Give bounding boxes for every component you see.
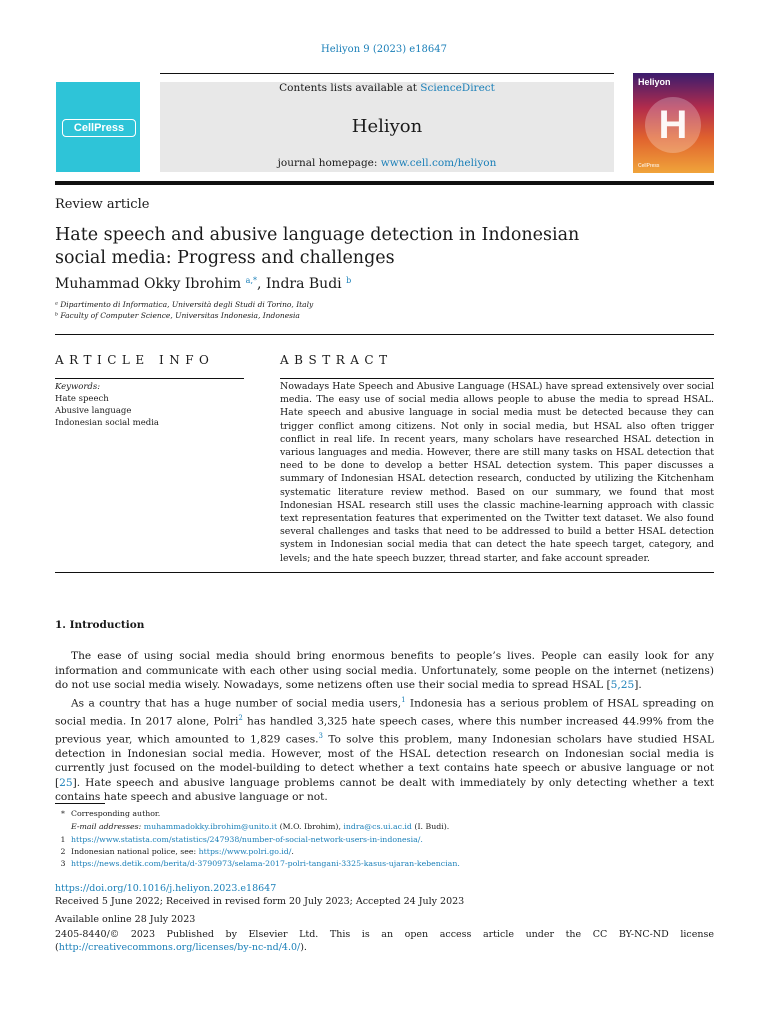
affiliation-a: ᵃ Dipartimento di Informatica, Università degli Studi di Torino, Italy <box>55 300 314 309</box>
paragraph-text: The ease of using social media should bring enormous benefits to people’s lives. People can easily look for any information and communicate with each other using social media. Unfortunately, some people on the internet (netizens) do not use social media wisely. Nowadays, some netizens often use their social media to spread HSAL [ <box>55 650 714 691</box>
footnote-text: Corresponding author. <box>71 809 161 818</box>
affiliation-rule <box>55 334 714 335</box>
homepage-line <box>160 157 614 169</box>
contents-line <box>160 82 614 94</box>
history-dates: Received 5 June 2022; Received in revised form 20 July 2023; Accepted 24 July 2023 <box>55 896 465 907</box>
section-title: 1. Introduction <box>55 619 145 631</box>
author-separator: , <box>256 276 266 292</box>
header-rule <box>160 73 614 74</box>
author-2[interactable]: Indra Budi <box>265 276 342 292</box>
online-date: Available online 28 July 2023 <box>55 914 196 925</box>
cellpress-logo: CellPress <box>62 119 136 137</box>
paragraph-text: has handled 3,325 hate speech cases, where this number increased 44.99% from the previous year, which amounted to 1,829 cases. <box>55 715 714 746</box>
paragraph-text: ]. Hate speech and abusive language problems cannot be dealt with immediately by only detecting whether a text contains hate speech and abusive language or not. <box>55 776 714 804</box>
keyword-item: Hate speech <box>55 394 109 404</box>
article-info-heading: ARTICLE INFO <box>55 353 215 367</box>
paragraph-text: To solve this problem, many Indonesian scholars have studied HSAL detection in Indonesian social media. However, most of the HSAL detection research on Indonesian social media is currently just focused on the model-building to detect whether a text contains hate speech or abusive language or not [ <box>55 733 714 789</box>
cover-publisher: CellPress <box>638 163 660 169</box>
header-thick-rule <box>55 181 714 185</box>
paragraph <box>55 649 714 693</box>
footnote-link[interactable]: https://www.statista.com/statistics/247938/number-of-social-network-users-in-indonesia/. <box>71 835 423 844</box>
cover-title: Heliyon <box>638 77 671 87</box>
affiliation-b: ᵇ Faculty of Computer Science, Universitas Indonesia, Indonesia <box>55 311 300 320</box>
homepage-link[interactable]: www.cell.com/heliyon <box>380 157 497 169</box>
footnote-ref[interactable]: 3 <box>318 731 323 740</box>
footnote-text: . <box>291 847 294 856</box>
journal-name: Heliyon <box>351 116 423 137</box>
license-statement <box>55 928 714 954</box>
license-text: ). <box>300 942 307 953</box>
publisher-logo-box[interactable] <box>56 82 140 172</box>
footnote-text: (M.O. Ibrohim), <box>277 822 344 831</box>
email-link[interactable]: indra@cs.ui.ac.id <box>343 822 412 831</box>
footnote-text: (I. Budi). <box>411 822 450 831</box>
abstract-heading: ABSTRACT <box>280 353 393 367</box>
info-rule <box>55 378 244 379</box>
footnote-link[interactable]: https://news.detik.com/berita/d-3790973/selama-2017-polri-tangani-3325-kasus-ujaran-kebencian. <box>71 859 460 868</box>
footnote-1 <box>55 834 714 845</box>
journal-cover-image[interactable] <box>633 73 714 173</box>
article-title: Hate speech and abusive language detection in Indonesian social media: Progress and challenges <box>55 225 580 268</box>
paragraph-text: ]. <box>634 679 642 691</box>
email-link[interactable]: muhammadokky.ibrohim@unito.it <box>143 822 278 831</box>
footnote-text: Indonesian national police, see: <box>71 847 199 856</box>
abstract-end-rule <box>55 572 714 573</box>
footnote-mark: * <box>61 809 65 818</box>
footnote-ref[interactable]: 2 <box>238 713 243 722</box>
body-text <box>55 649 714 805</box>
citation-link[interactable]: 5,25 <box>610 679 635 691</box>
cover-h-logo: H <box>645 97 701 153</box>
keywords-block <box>55 381 159 429</box>
license-text: 2405-8440/© 2023 Published by Elsevier Ltd. This is an open access article under the CC BY-NC-ND license ( <box>55 929 714 953</box>
doi-link[interactable]: https://doi.org/10.1016/j.heliyon.2023.e18647 <box>55 883 277 894</box>
author-1[interactable]: Muhammad Okky Ibrohim <box>55 276 242 292</box>
paragraph-text: As a country that has a huge number of social media users, <box>71 697 402 710</box>
article-type: Review article <box>55 197 150 212</box>
footnote-mark: 1 <box>60 835 66 844</box>
paragraph-text: Indonesia has a serious problem of HSAL spreading on social media. In 2017 alone, Polri <box>55 697 714 728</box>
footnote-emails <box>71 821 730 832</box>
abstract-rule <box>280 378 714 379</box>
footnote-ref[interactable]: 1 <box>401 695 406 704</box>
footnote-3 <box>55 858 714 869</box>
author-list <box>55 276 351 292</box>
footnote-corresponding <box>55 808 714 819</box>
author-1-affiliation-mark[interactable]: a,* <box>245 276 257 285</box>
footnote-rule <box>55 803 105 804</box>
email-label: E-mail addresses: <box>71 822 144 831</box>
keywords-label: Keywords: <box>55 382 101 392</box>
license-link[interactable]: http://creativecommons.org/licenses/by-nc-nd/4.0/ <box>58 942 301 953</box>
footnote-mark: 2 <box>60 847 66 856</box>
keyword-item: Indonesian social media <box>55 418 159 428</box>
abstract-text: Nowadays Hate Speech and Abusive Language (HSAL) have spread extensively over social media. The easy use of social media allows people to abuse the media to spread HSAL. Hate speech and abusive language in social media must be detected because they can trigger conflict among citizens. Not only in social media, but HSAL also often trigger conflict in real life. In recent years, many scholars have researched HSAL detection in various languages and media. However, there are still many tasks on HSAL detection that need to be done to develop a better HSAL detection system. This paper discusses a summary of Indonesian HSAL detection research, conducted by utilizing the Kitchenham systematic literature review method. Based on our summary, we found that most Indonesian HSAL research still uses the classic machine-learning approach with classic text representation features that experimented on the Twitter text dataset. We also found several challenges and tasks that need to be addressed to build a better HSAL detection system in Indonesian social media that can detect the hate speech target, category, and levels; and the hate speech buzzer, thread starter, and fake account spreader. <box>280 381 714 564</box>
paragraph <box>55 693 714 805</box>
author-2-affiliation-mark[interactable]: b <box>346 276 352 285</box>
footnote-link[interactable]: https://www.polri.go.id/ <box>198 847 292 856</box>
journal-citation[interactable]: Heliyon 9 (2023) e18647 <box>320 44 448 55</box>
footnote-2 <box>55 846 714 857</box>
sciencedirect-link[interactable]: ScienceDirect <box>420 82 495 94</box>
contents-prefix: Contents lists available at <box>279 82 421 94</box>
homepage-prefix: journal homepage: <box>277 157 381 169</box>
footnote-mark: 3 <box>60 859 66 868</box>
keyword-item: Abusive language <box>55 406 132 416</box>
citation-link[interactable]: 25 <box>59 776 73 789</box>
